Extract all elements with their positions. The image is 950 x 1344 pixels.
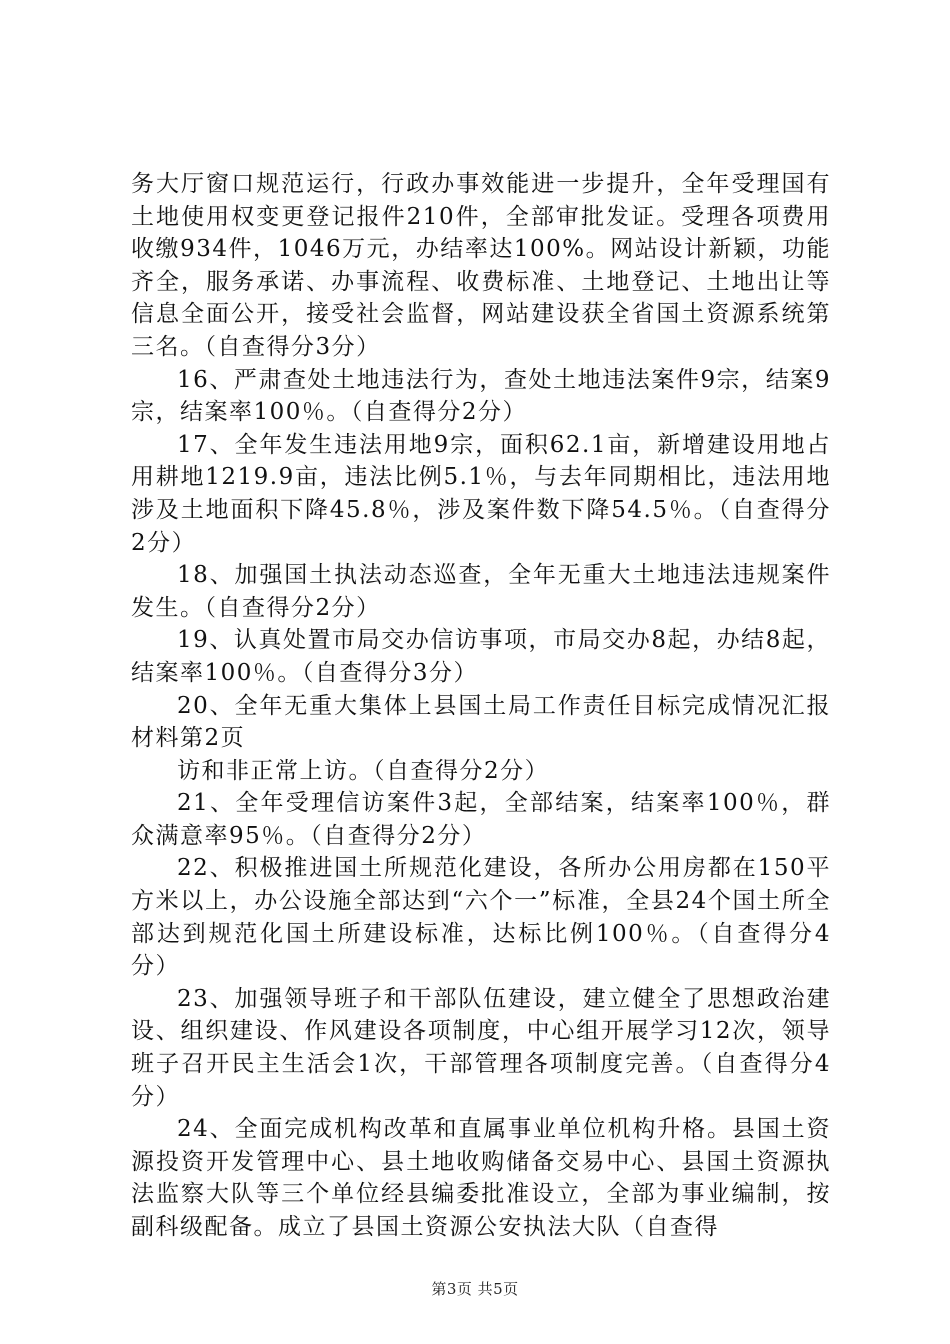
page-footer (0, 1278, 950, 1299)
document-body (131, 168, 831, 1244)
paragraph-item-19: 19、认真处置市局交办信访事项，市局交办8起，办结8起，结案率100％。（自查得分3分） (131, 627, 831, 686)
page-number: 第3页 共5页 (431, 1280, 519, 1298)
paragraph-item-20: 20、全年无重大集体上县国土局工作责任目标完成情况汇报材料第2页 (131, 692, 831, 752)
paragraph-item-22: 22、积极推进国土所规范化建设，各所办公用房都在150平方米以上，办公设施全部达到“六个一”标准，全县24个国土所全部达到规范化国土所建设标准，达标比例100％。（自查得分4分） (131, 855, 831, 980)
paragraph-item-24: 24、全面完成机构改革和直属事业单位机构升格。县国土资源投资开发管理中心、县土地收购储备交易中心、县国土资源执法监察大队等三个单位经县编委批准设立，全部为事业编制，按副科级配备。成立了县国土资源公安执法大队（自查得 (131, 1116, 831, 1240)
paragraph-item-23: 23、加强领导班子和干部队伍建设，建立健全了思想政治建设、组织建设、作风建设各项制度，中心组开展学习12次，领导班子召开民主生活会1次，干部管理各项制度完善。（自查得分4分） (131, 985, 831, 1110)
paragraph-continuation: 务大厅窗口规范运行，行政办事效能进一步提升，全年受理国有土地使用权变更登记报件210件，全部审批发证。受理各项费用收缴934件，1046万元，办结率达100%。网站设计新颖，功能齐全，服务承诺、办事流程、收费标准、土地登记、土地出让等信息全面公开，接受社会监督，网站建设获全省国土资源系统第三名。（自查得分3分） (131, 171, 831, 360)
paragraph-item-17: 17、全年发生违法用地9宗，面积62.1亩，新增建设用地占用耕地1219.9亩，违法比例5.1％，与去年同期相比，违法用地涉及土地面积下降45.8％，涉及案件数下降54.5％。（自查得分2分） (131, 431, 831, 556)
paragraph-item-18: 18、加强国土执法动态巡查，全年无重大土地违法违规案件发生。（自查得分2分） (131, 562, 831, 621)
paragraph-item-16: 16、严肃查处土地违法行为，查处土地违法案件9宗，结案9宗，结案率100％。（自查得分2分） (131, 366, 831, 426)
paragraph-item-21: 21、全年受理信访案件3起，全部结案，结案率100％，群众满意率95％。（自查得分2分） (131, 790, 831, 849)
paragraph-item-20-continuation: 访和非正常上访。（自查得分2分） (177, 757, 550, 784)
